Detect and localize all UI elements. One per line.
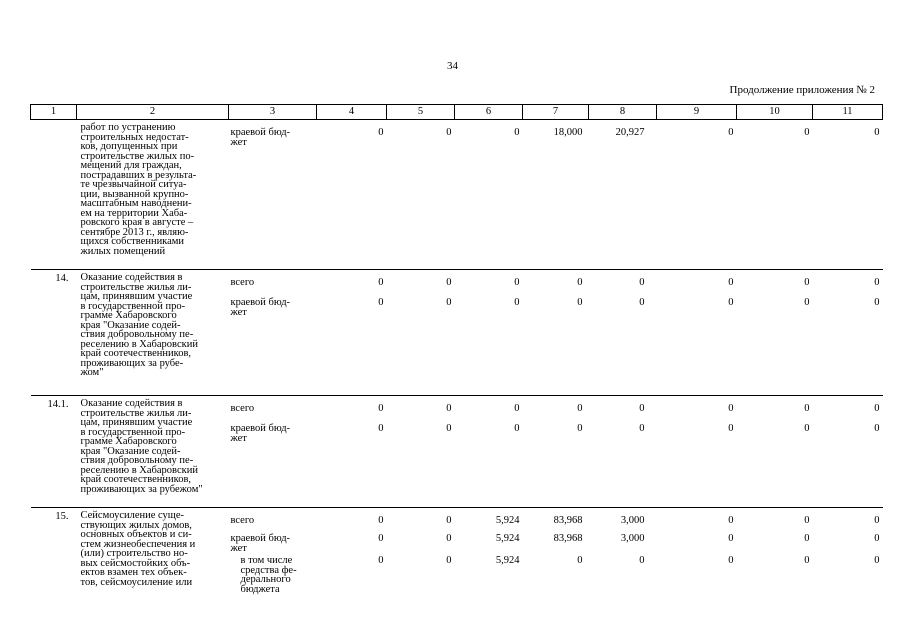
value: 0 — [804, 533, 810, 544]
value-cell-col-9 — [657, 120, 737, 270]
value-cell-col-4 — [317, 396, 387, 508]
value-cell-col-4 — [317, 270, 387, 396]
value-cell-col-11 — [813, 270, 883, 396]
value: 3,000 — [620, 515, 645, 526]
column-header-3: 3 — [229, 105, 317, 120]
page-number: 34 — [447, 60, 458, 72]
value: 20,927 — [615, 127, 645, 138]
value: 0 — [514, 403, 520, 414]
funding-source: краевой бюд- жет — [230, 533, 291, 554]
value-cell-col-5 — [387, 508, 455, 612]
funding-source: всего — [230, 403, 255, 414]
value: 0 — [728, 555, 734, 566]
value: 0 — [804, 297, 810, 308]
value: 0 — [728, 277, 734, 288]
funding-source-cell — [229, 270, 317, 396]
value-cell-col-4 — [317, 120, 387, 270]
value: 0 — [378, 127, 384, 138]
value: 0 — [874, 277, 880, 288]
row-description: работ по устранению строительных недостат- ков, допущенных при строительстве жилых по- мещений для граждан, пострадавших в результа- те чрезвычайной ситуа- ции, вызванной крупно- масштабным наводнени- ем на территории Хаба- ровского края в августе – сентябре 2013 г., являю- щихся собственниками жилых помещений — [80, 122, 197, 257]
column-header-8: 8 — [589, 105, 657, 120]
value-cell-col-8 — [589, 396, 657, 508]
column-header-4: 4 — [317, 105, 387, 120]
value: 5,924 — [495, 555, 520, 566]
value: 0 — [378, 403, 384, 414]
table-row — [31, 270, 883, 396]
column-header-10: 10 — [737, 105, 813, 120]
value: 0 — [446, 127, 452, 138]
value: 0 — [378, 533, 384, 544]
value: 0 — [446, 297, 452, 308]
value-cell-col-8 — [589, 120, 657, 270]
value: 0 — [446, 555, 452, 566]
value: 0 — [639, 555, 645, 566]
value-cell-col-7 — [523, 120, 589, 270]
column-header-5: 5 — [387, 105, 455, 120]
value: 0 — [874, 127, 880, 138]
funding-source: в том числе средства фе- дерального бюджета — [240, 555, 297, 595]
value-cell-col-10 — [737, 508, 813, 612]
funding-source: краевой бюд- жет — [230, 127, 291, 148]
value: 18,000 — [553, 127, 583, 138]
value: 0 — [728, 297, 734, 308]
column-header-9: 9 — [657, 105, 737, 120]
value: 0 — [728, 403, 734, 414]
value: 0 — [804, 277, 810, 288]
value: 0 — [804, 423, 810, 434]
value-cell-col-6 — [455, 508, 523, 612]
value: 0 — [804, 403, 810, 414]
value-cell-col-6 — [455, 396, 523, 508]
value-cell-col-8 — [589, 270, 657, 396]
value: 0 — [514, 423, 520, 434]
value: 0 — [874, 555, 880, 566]
value-cell-col-5 — [387, 396, 455, 508]
row-number: 15. — [31, 508, 77, 612]
value-cell-col-10 — [737, 120, 813, 270]
value: 0 — [874, 533, 880, 544]
value: 0 — [874, 403, 880, 414]
value: 0 — [446, 423, 452, 434]
value-cell-col-6 — [455, 120, 523, 270]
value: 0 — [728, 533, 734, 544]
table-row — [31, 396, 883, 508]
row-number — [31, 120, 77, 270]
value: 0 — [577, 277, 583, 288]
value: 0 — [874, 515, 880, 526]
funding-source: всего — [230, 515, 255, 526]
value: 0 — [728, 515, 734, 526]
funding-source-cell — [229, 396, 317, 508]
appendix-continuation-title: Продолжение приложения № 2 — [729, 84, 875, 96]
value: 3,000 — [620, 533, 645, 544]
value: 0 — [378, 297, 384, 308]
row-description: Сейсмоусиление суще- ствующих жилых домов, основных объектов и си- стем жизнеобеспечения и (или) строительство но- вых сейсмостойких объ- ектов взамен тех объек- тов, сейсмоусиление или — [77, 508, 229, 612]
column-header-2: 2 — [77, 105, 229, 120]
row-number: 14.1. — [31, 396, 77, 508]
value-cell-col-5 — [387, 270, 455, 396]
value: 0 — [639, 423, 645, 434]
value: 0 — [577, 555, 583, 566]
value-cell-col-9 — [657, 396, 737, 508]
budget-table — [30, 104, 883, 612]
row-description: Оказание содействия в строительстве жилья ли- цам, принявшим участие в государственной про- грамме Хабаровского края "Оказание содей- ствия добровольному пе- реселению в Хабаровский край соотечественников, проживающих за рубежом" — [77, 396, 229, 508]
value: 0 — [514, 297, 520, 308]
value-cell-col-9 — [657, 508, 737, 612]
funding-source: краевой бюд- жет — [230, 297, 291, 318]
value: 0 — [639, 297, 645, 308]
value: 0 — [639, 277, 645, 288]
value-cell-col-4 — [317, 508, 387, 612]
value: 0 — [378, 423, 384, 434]
value: 0 — [378, 555, 384, 566]
funding-source-cell — [229, 508, 317, 612]
value: 0 — [446, 403, 452, 414]
value: 0 — [639, 403, 645, 414]
table-row — [31, 508, 883, 612]
value: 0 — [577, 403, 583, 414]
value: 0 — [728, 423, 734, 434]
value: 0 — [577, 423, 583, 434]
value: 5,924 — [495, 515, 520, 526]
funding-source: всего — [230, 277, 255, 288]
row-description: Оказание содействия в строительстве жилья ли- цам, принявшим участие в государственной про- грамме Хабаровского края "Оказание содей- ствия добровольному пе- реселению в Хабаровский край соотечественников, проживающих за рубе- жом" — [77, 270, 229, 396]
value-cell-col-6 — [455, 270, 523, 396]
value: 5,924 — [495, 533, 520, 544]
value: 0 — [446, 277, 452, 288]
value: 0 — [378, 277, 384, 288]
value: 0 — [446, 515, 452, 526]
table-row — [31, 120, 883, 270]
table-body — [31, 120, 883, 612]
value-cell-col-7 — [523, 270, 589, 396]
table-header — [31, 105, 883, 120]
value-cell-col-7 — [523, 396, 589, 508]
value: 0 — [874, 423, 880, 434]
row-number: 14. — [31, 270, 77, 396]
value: 0 — [804, 127, 810, 138]
value: 0 — [514, 127, 520, 138]
value-cell-col-11 — [813, 396, 883, 508]
value-cell-col-8 — [589, 508, 657, 612]
column-header-7: 7 — [523, 105, 589, 120]
column-header-1: 1 — [31, 105, 77, 120]
value-cell-col-10 — [737, 396, 813, 508]
value: 0 — [804, 555, 810, 566]
value-cell-col-7 — [523, 508, 589, 612]
value: 0 — [874, 297, 880, 308]
value-cell-col-9 — [657, 270, 737, 396]
funding-source: краевой бюд- жет — [230, 423, 291, 444]
value: 0 — [446, 533, 452, 544]
value: 83,968 — [553, 533, 583, 544]
value: 0 — [577, 297, 583, 308]
value-cell-col-5 — [387, 120, 455, 270]
value: 0 — [804, 515, 810, 526]
column-header-6: 6 — [455, 105, 523, 120]
value: 0 — [514, 277, 520, 288]
column-header-11: 11 — [813, 105, 883, 120]
value-cell-col-11 — [813, 508, 883, 612]
value: 83,968 — [553, 515, 583, 526]
value-cell-col-10 — [737, 270, 813, 396]
value-cell-col-11 — [813, 120, 883, 270]
value: 0 — [728, 127, 734, 138]
funding-source-cell — [229, 120, 317, 270]
value: 0 — [378, 515, 384, 526]
